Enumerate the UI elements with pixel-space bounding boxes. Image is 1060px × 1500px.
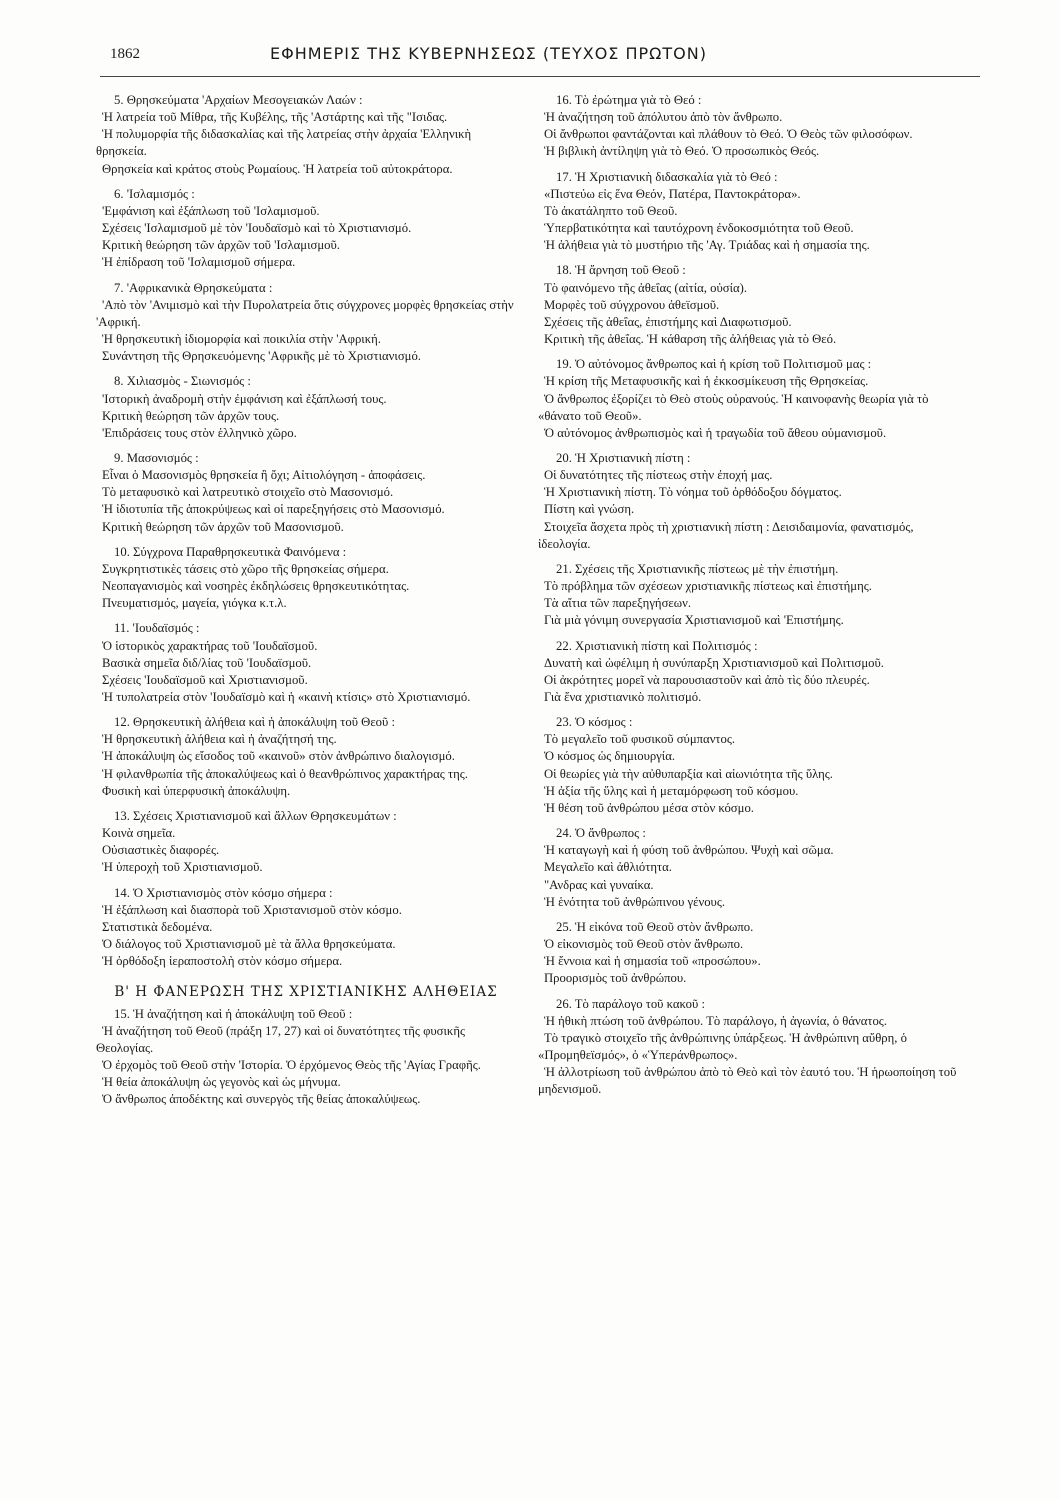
section-line: Βασικὰ σημεῖα διδ/λίας τοῦ 'Ιουδαϊσμοῦ. — [102, 655, 312, 670]
section-line: Ἡ φιλανθρωπία τῆς ἀποκαλύψεως καὶ ὁ θεανθρώπινος χαρακτήρας της. — [102, 766, 468, 781]
section-line: Κριτικὴ θεώρηση τῶν ἀρχῶν τοῦ Μασονισμοῦ. — [102, 519, 344, 534]
section-line: Τὸ μεγαλεῖο τοῦ φυσικοῦ σύμπαντος. — [544, 732, 736, 747]
section-line: Ἡ ἀξία τῆς ὕλης καὶ ἡ μεταμόρφωση τοῦ κόσμου. — [544, 783, 799, 798]
section-s18 — [538, 262, 958, 356]
section-line: Τὸ φαινόμενο τῆς ἀθεΐας (αἰτία, οὐσία). — [544, 280, 748, 295]
section-line: Ἡ ἀναζήτηση τοῦ ἀπόλυτου ἀπὸ τὸν ἄνθρωπο. — [544, 110, 783, 125]
section-line: Ἡ Χριστιανικὴ πίστη. Τὸ νόημα τοῦ ὀρθόδοξου δόγματος. — [544, 485, 842, 500]
section-line: Ἡ κρίση τῆς Μεταφυσικῆς καὶ ἡ ἐκκοσμίκευση τῆς Θρησκείας. — [544, 374, 869, 389]
section-line: Συγκρητιστικὲς τάσεις στὸ χῶρο τῆς θρησκείας σήμερα. — [102, 561, 389, 576]
section-line: Οἱ θεωρίες γιὰ τὴν αὐθυπαρξία καὶ αἰωνιότητα τῆς ὕλης. — [544, 766, 833, 781]
section-line: 'Απὸ τὸν 'Ανιμισμὸ καὶ τὴν Πυρολατρεία ὅτις σύγχρονες μορφὲς θρησκείας στὴν 'Αφρική. — [96, 297, 514, 329]
section-line: Ἡ καταγωγὴ καὶ ἡ φύση τοῦ ἀνθρώπου. Ψυχὴ καὶ σῶμα. — [544, 843, 834, 858]
section-heading: 14. Ὁ Χριστιανισμὸς στὸν κόσμο σήμερα : — [114, 885, 333, 900]
section-heading: 21. Σχέσεις τῆς Χριστιανικῆς πίστεως μὲ τὴν ἐπιστήμη. — [556, 561, 839, 576]
section-heading: 9. Μασονισμός : — [114, 450, 199, 465]
right-column — [538, 92, 958, 1106]
part-b-title: Β' Η ΦΑΝΕΡΩΣΗ ΤΗΣ ΧΡΙΣΤΙΑΝΙΚΗΣ ΑΛΗΘΕΙΑΣ — [114, 984, 498, 1001]
section-line: Ἡ θέση τοῦ ἀνθρώπου μέσα στὸν κόσμο. — [544, 800, 754, 815]
section-line: Γιὰ μιὰ γόνιμη συνεργασία Χριστιανισμοῦ καὶ 'Επιστήμης. — [544, 613, 844, 628]
section-s16 — [538, 92, 958, 169]
section-s21 — [538, 561, 958, 638]
section-line: Στοιχεῖα ἄσχετα πρὸς τὴ χριστιανικὴ πίστη : Δεισιδαιμονία, φανατισμός, ἰδεολογία. — [538, 519, 914, 551]
section-line: Θρησκεία καὶ κράτος στοὺς Ρωμαίους. Ἡ λατρεία τοῦ αὐτοκράτορα. — [102, 161, 453, 176]
page-number: 1862 — [110, 46, 140, 62]
section-heading: 22. Χριστιανικὴ πίστη καὶ Πολιτισμός : — [556, 638, 758, 653]
section-line: Ὁ ἱστορικὸς χαρακτήρας τοῦ 'Ιουδαϊσμοῦ. — [102, 638, 318, 653]
section-s14 — [96, 885, 516, 979]
section-s23 — [538, 714, 958, 825]
section-line: Ἡ ὀρθόδοξη ἱεραποστολὴ στὸν κόσμο σήμερα. — [102, 954, 343, 969]
section-heading: 16. Τὸ ἐρώτημα γιὰ τὸ Θεό : — [556, 93, 702, 107]
section-heading: 17. Ἡ Χριστιανικὴ διδασκαλία γιὰ τὸ Θεό : — [556, 169, 778, 184]
section-line: Ἡ ἀναζήτηση τοῦ Θεοῦ (πράξη 17, 27) καὶ οἱ δυνατότητες τῆς φυσικῆς Θεολογίας. — [96, 1023, 465, 1055]
section-line: Ὁ κόσμος ὡς δημιουργία. — [544, 749, 676, 764]
section-line: Μεγαλεῖο καὶ ἀθλιότητα. — [544, 860, 672, 875]
section-s24 — [538, 825, 958, 919]
section-line: Γιὰ ἕνα χριστιανικὸ πολιτισμό. — [544, 690, 702, 704]
section-heading: 24. Ὁ ἄνθρωπος : — [556, 826, 646, 841]
section-line: Ἡ βιβλικὴ ἀντίληψη γιὰ τὸ Θεό. Ὁ προσωπικὸς Θεός. — [544, 144, 820, 159]
section-line: Τὸ ἀκατάληπτο τοῦ Θεοῦ. — [544, 203, 678, 218]
section-line: Ἡ ἔννοια καὶ ἡ σημασία τοῦ «προσώπου». — [544, 954, 761, 969]
section-s20 — [538, 450, 958, 561]
section-line: Ὁ διάλογος τοῦ Χριστιανισμοῦ μὲ τὰ ἄλλα θρησκεύματα. — [102, 937, 396, 952]
section-heading: 15. Ἡ ἀναζήτηση καὶ ἡ ἀποκάλυψη τοῦ Θεοῦ : — [114, 1006, 353, 1021]
section-heading: 12. Θρησκευτικὴ ἀλήθεια καὶ ἡ ἀποκάλυψη τοῦ Θεοῦ : — [114, 715, 395, 730]
section-heading: 25. Ἡ εἰκόνα τοῦ Θεοῦ στὸν ἄνθρωπο. — [556, 919, 754, 934]
section-s19 — [538, 356, 958, 450]
section-line: Ἡ θρησκευτικὴ ἀλήθεια καὶ ἡ ἀναζήτησή της. — [102, 732, 337, 747]
section-line: Ἡ ἀλήθεια γιὰ τὸ μυστήριο τῆς 'Αγ. Τριάδας καὶ ἡ σημασία της. — [544, 238, 870, 253]
section-line: Ὁ εἰκονισμὸς τοῦ Θεοῦ στὸν ἄνθρωπο. — [544, 937, 744, 952]
section-line: Κοινὰ σημεῖα. — [102, 826, 176, 841]
header-rule — [100, 76, 980, 77]
section-line: Ἡ ἑνότητα τοῦ ἀνθρώπινου γένους. — [544, 894, 726, 909]
section-heading: 8. Χιλιασμὸς - Σιωνισμός : — [114, 374, 251, 389]
section-line: Ἡ ἐπίδραση τοῦ 'Ισλαμισμοῦ σήμερα. — [102, 255, 296, 270]
section-heading: 5. Θρησκεύματα 'Αρχαίων Μεσογειακών Λαών : — [114, 93, 363, 107]
section-s5 — [96, 92, 516, 186]
section-heading: 19. Ὁ αὐτόνομος ἄνθρωπος καὶ ἡ κρίση τοῦ Πολιτισμοῦ μας : — [556, 357, 872, 372]
section-heading: 13. Σχέσεις Χριστιανισμοῦ καὶ ἄλλων Θρησκευμάτων : — [114, 808, 397, 823]
section-line: 'Ιστορικὴ ἀναδρομὴ στὴν ἐμφάνιση καὶ ἐξάπλωσή τους. — [102, 391, 387, 406]
section-line: Κριτικὴ θεώρηση τῶν ἀρχῶν τους. — [102, 408, 280, 423]
section-line: Ἡ πολυμορφία τῆς διδασκαλίας καὶ τῆς λατρείας στὴν ἀρχαία 'Ελληνικὴ θρησκεία. — [96, 127, 472, 159]
section-line: Τὸ μεταφυσικὸ καὶ λατρευτικὸ στοιχεῖο στὸ Μασονισμό. — [102, 485, 394, 500]
section-s25 — [538, 919, 958, 996]
section-line: Ὁ ἐρχομὸς τοῦ Θεοῦ στὴν 'Ιστορία. Ὁ ἐρχόμενος Θεὸς τῆς 'Αγίας Γραφῆς. — [102, 1057, 481, 1072]
section-line: Νεοπαγανισμὸς καὶ νοσηρὲς ἐκδηλώσεις θρησκευτικότητας. — [102, 579, 410, 594]
section-line: Κριτικὴ τῆς ἀθεΐας. Ἡ κάθαρση τῆς ἀλήθειας γιὰ τὸ Θεό. — [544, 332, 837, 347]
page-header — [100, 40, 980, 70]
section-line: Φυσικὴ καὶ ὑπερφυσικὴ ἀποκάλυψη. — [102, 783, 291, 798]
section-line: Ἡ ὑπεροχὴ τοῦ Χριστιανισμοῦ. — [102, 860, 263, 875]
section-s13 — [96, 808, 516, 885]
section-line: Συνάντηση τῆς Θρησκευόμενης 'Αφρικῆς μὲ τὸ Χριστιανισμό. — [102, 349, 421, 364]
section-line: Ἡ ἀλλοτρίωση τοῦ ἀνθρώπου ἀπὸ τὸ Θεὸ καὶ τὸν ἑαυτό του. Ἡ ἡρωοποίηση τοῦ μηδενισμοῦ. — [538, 1065, 957, 1097]
section-line: Οὐσιαστικὲς διαφορές. — [102, 843, 220, 858]
section-s8 — [96, 373, 516, 450]
section-line: Σχέσεις 'Ιουδαϊσμοῦ καὶ Χριστιανισμοῦ. — [102, 672, 308, 687]
section-line: Ὁ αὐτόνομος ἀνθρωπισμὸς καὶ ἡ τραγωδία τοῦ ἄθεου οὑμανισμοῦ. — [544, 425, 887, 440]
section-line: Ὁ ἄνθρωπος ἐξορίζει τὸ Θεὸ στοὺς οὐρανούς. Ἡ καινοφανὴς θεωρία γιὰ τὸ «θάνατο τοῦ Θεοῦ». — [538, 391, 929, 423]
section-line: Ὁ ἄνθρωπος ἀποδέκτης καὶ συνεργὸς τῆς θείας ἀποκαλύψεως. — [102, 1092, 421, 1107]
section-s12 — [96, 714, 516, 808]
section-line: Πίστη καὶ γνώση. — [544, 502, 635, 517]
section-line: «Πιστεύω εἰς ἕνα Θεόν, Πατέρα, Παντοκράτορα». — [544, 186, 801, 201]
section-line: Εἶναι ὁ Μασονισμὸς θρησκεία ἢ ὄχι; Αἰτιολόγηση - ἀποφάσεις. — [102, 468, 426, 483]
section-s22 — [538, 638, 958, 715]
section-heading: 23. Ὁ κόσμος : — [556, 715, 633, 730]
section-heading: 7. 'Αφρικανικὰ Θρησκεύματα : — [114, 280, 273, 295]
section-line: Πνευματισμός, μαγεία, γιόγκα κ.τ.λ. — [102, 596, 287, 611]
section-line: Τὰ αἴτια τῶν παρεξηγήσεων. — [544, 596, 691, 611]
section-line: Σχέσεις τῆς ἀθεΐας, ἐπιστήμης καὶ Διαφωτισμοῦ. — [544, 314, 792, 329]
section-heading: 18. Ἡ ἄρνηση τοῦ Θεοῦ : — [556, 263, 686, 278]
section-line: Ὑπερβατικότητα καὶ ταυτόχρονη ἐνδοκοσμιότητα τοῦ Θεοῦ. — [544, 221, 854, 236]
section-line: Κριτικὴ θεώρηση τῶν ἀρχῶν τοῦ 'Ισλαμισμοῦ. — [102, 238, 340, 253]
running-title: ΕΦΗΜΕΡΙΣ ΤΗΣ ΚΥΒΕΡΝΗΣΕΩΣ (ΤΕΥΧΟΣ ΠΡΩΤΟΝ) — [270, 44, 707, 63]
section-line: Τὸ πρόβλημα τῶν σχέσεων χριστιανικῆς πίστεως καὶ ἐπιστήμης. — [544, 579, 872, 594]
section-line: Ἡ ἰδιοτυπία τῆς ἀποκρύψεως καὶ οἱ παρεξηγήσεις στὸ Μασονισμό. — [102, 502, 445, 517]
section-line: 'Επιδράσεις τους στὸν ἑλληνικὸ χῶρο. — [102, 425, 297, 440]
section-s17 — [538, 169, 958, 263]
section-s11 — [96, 620, 516, 714]
section-line: Στατιστικὰ δεδομένα. — [102, 919, 213, 934]
section-line: Οἱ ἄνθρωποι φαντάζονται καὶ πλάθουν τὸ Θεό. Ὁ Θεὸς τῶν φιλοσόφων. — [544, 127, 913, 142]
section-s6 — [96, 186, 516, 280]
section-line: Ἡ ἐξάπλωση καὶ διασπορὰ τοῦ Χριστανισμοῦ στὸν κόσμο. — [102, 902, 402, 917]
section-s26 — [538, 996, 958, 1107]
section-s9 — [96, 450, 516, 544]
section-line: Ἡ τυπολατρεία στὸν 'Ιουδαϊσμὸ καὶ ἡ «καινὴ κτίσις» στὸ Χριστιανισμό. — [102, 690, 471, 704]
section-heading: 20. Ἡ Χριστιανικὴ πίστη : — [556, 450, 691, 465]
section-line: Ἡ ἠθικὴ πτώση τοῦ ἀνθρώπου. Τὸ παράλογο, ἡ ἀγωνία, ὁ θάνατος. — [544, 1013, 887, 1028]
section-s10 — [96, 544, 516, 621]
section-line: Ἡ λατρεία τοῦ Μίθρα, τῆς Κυβέλης, τῆς 'Αστάρτης καὶ τῆς "Ισιδας. — [102, 110, 448, 125]
section-line: Τὸ τραγικὸ στοιχεῖο τῆς ἀνθρώπινης ὑπάρξεως. Ἡ ἀνθρώπινη αὔθρη, ὁ «Προμηθεϊσμός», ὁ «Ὑπεράνθρωπος». — [538, 1030, 907, 1062]
section-line: Ἡ ἀποκάλυψη ὡς εἴσοδος τοῦ «καινοῦ» στὸν ἀνθρώπινο διαλογισμό. — [102, 749, 455, 764]
section-line: Ἡ θρησκευτικὴ ἰδιομορφία καὶ ποικιλία στὴν 'Αφρική. — [102, 332, 381, 347]
section-heading: 11. 'Ιουδαϊσμός : — [114, 621, 200, 636]
section-heading: 26. Τὸ παράλογο τοῦ κακοῦ : — [556, 996, 705, 1011]
section-line: Οἱ ἀκρότητες μορεῖ νὰ παρουσιαστοῦν καὶ ἀπὸ τὶς δύο πλευρές. — [544, 672, 870, 687]
section-s15 — [96, 1006, 516, 1117]
section-line: "Ανδρας καὶ γυναίκα. — [544, 877, 654, 892]
section-heading: 6. 'Ισλαμισμός : — [114, 186, 195, 201]
section-line: Σχέσεις 'Ισλαμισμοῦ μὲ τὸν 'Ιουδαϊσμὸ καὶ τὸ Χριστιανισμό. — [102, 221, 412, 236]
section-s7 — [96, 280, 516, 374]
section-line: Ἡ θεία ἀποκάλυψη ὡς γεγονὸς καὶ ὡς μήνυμα. — [102, 1075, 341, 1090]
section-line: Προορισμὸς τοῦ ἀνθρώπου. — [544, 971, 687, 986]
section-line: 'Εμφάνιση καὶ ἐξάπλωση τοῦ 'Ισλαμισμοῦ. — [102, 203, 320, 218]
section-heading: 10. Σύγχρονα Παραθρησκευτικὰ Φαινόμενα : — [114, 544, 347, 559]
section-line: Μορφὲς τοῦ σύγχρονου ἀθεϊσμοῦ. — [544, 297, 720, 312]
section-line: Οἱ δυνατότητες τῆς πίστεως στὴν ἐποχή μας. — [544, 468, 773, 483]
section-line: Δυνατὴ καὶ ὠφέλιμη ἡ συνύπαρξη Χριστιανισμοῦ καὶ Πολιτισμοῦ. — [544, 655, 884, 670]
left-column — [96, 92, 516, 1116]
